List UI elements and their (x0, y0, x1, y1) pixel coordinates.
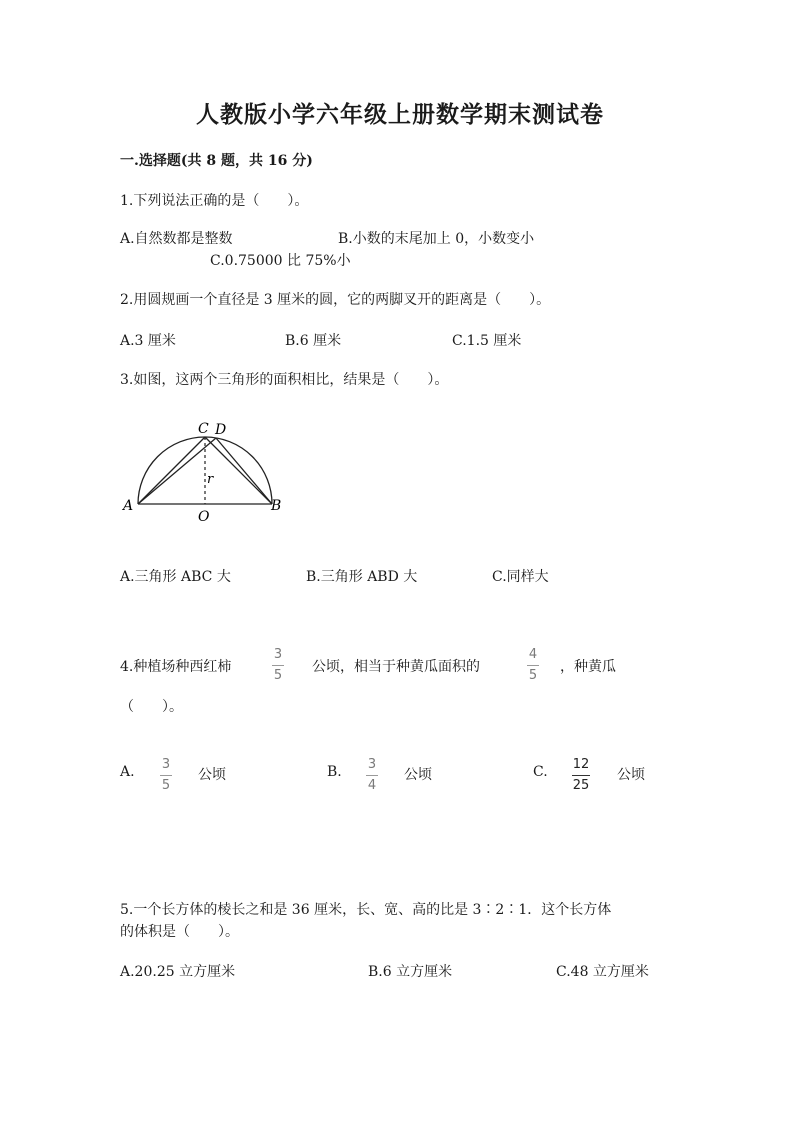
question-4-option-c-unit: 公顷 (617, 767, 645, 783)
question-3-stem: 3.如图，这两个三角形的面积相比，结果是（ ）。 (120, 372, 449, 388)
question-4-option-a-fraction (160, 758, 172, 793)
question-3-option-c: C.同样大 (492, 569, 549, 585)
question-4-option-b-prefix: B. (327, 764, 342, 780)
question-4-option-c-fraction (572, 758, 590, 793)
question-1-option-c: C.0.75000 比 75%小 (210, 253, 351, 269)
segment-ad (138, 438, 216, 504)
section-heading: 一.选择题(共 8 题，共 16 分) (120, 153, 313, 169)
fraction-numerator: 4 (528, 647, 538, 662)
semicircle-triangles-figure (118, 415, 298, 525)
fraction-denominator: 4 (367, 778, 377, 793)
question-4-stem-part3: ，种黄瓜 (560, 659, 616, 675)
fraction-numerator: 3 (367, 757, 377, 772)
label-a: A (123, 498, 134, 514)
fraction-numerator: 3 (161, 757, 171, 772)
page-title: 人教版小学六年级上册数学期末测试卷 (196, 101, 604, 128)
question-4-option-b-fraction (366, 758, 378, 793)
fraction-bar (366, 775, 378, 776)
question-4-fraction-2 (527, 648, 539, 683)
question-4-option-a-prefix: A. (120, 764, 135, 780)
question-4-fraction-1 (272, 648, 284, 683)
question-4-stem-part1: 4.种植场种西红柿 (120, 659, 232, 675)
question-4-option-c-prefix: C. (533, 764, 548, 780)
question-3-option-a: A.三角形 ABC 大 (120, 569, 231, 585)
label-o: O (198, 509, 210, 525)
fraction-numerator: 12 (572, 757, 590, 772)
question-5-stem-line2: 的体积是（ ）。 (120, 924, 239, 940)
fraction-denominator: 5 (528, 668, 538, 683)
question-4-option-a-unit: 公顷 (198, 767, 226, 783)
question-4-stem-part2: 公顷，相当于种黄瓜面积的 (312, 659, 480, 675)
question-1-option-a: A.自然数都是整数 (120, 231, 233, 247)
question-5-stem-line1: 5.一个长方体的棱长之和是 36 厘米，长、宽、高的比是 3∶2∶1．这个长方体 (120, 902, 612, 918)
question-2-option-c: C.1.5 厘米 (452, 333, 522, 349)
question-2-stem: 2.用圆规画一个直径是 3 厘米的圆，它的两脚叉开的距离是（ ）。 (120, 292, 551, 308)
question-4-option-b-unit: 公顷 (404, 767, 432, 783)
fraction-bar (160, 775, 172, 776)
fraction-bar (527, 665, 539, 666)
question-1-stem: 1.下列说法正确的是（ ）。 (120, 193, 309, 209)
fraction-denominator: 5 (273, 668, 283, 683)
label-d: D (215, 422, 227, 438)
question-5-option-a: A.20.25 立方厘米 (120, 964, 236, 980)
question-3-option-b: B.三角形 ABD 大 (306, 569, 418, 585)
question-2-option-b: B.6 厘米 (285, 333, 342, 349)
fraction-denominator: 5 (161, 778, 171, 793)
question-4-stem-line2: （ ）。 (120, 699, 183, 715)
question-5-option-c: C.48 立方厘米 (556, 964, 649, 980)
segment-ac (138, 437, 205, 504)
fraction-denominator: 25 (572, 778, 590, 793)
segment-cb (205, 437, 272, 504)
question-1-option-b: B.小数的末尾加上 0，小数变小 (338, 231, 535, 247)
question-5-option-b: B.6 立方厘米 (368, 964, 453, 980)
label-c: C (198, 421, 209, 437)
fraction-numerator: 3 (273, 647, 283, 662)
label-r: r (207, 472, 214, 487)
fraction-bar (572, 775, 590, 776)
question-2-option-a: A.3 厘米 (120, 333, 176, 349)
fraction-bar (272, 665, 284, 666)
label-b: B (271, 498, 282, 514)
